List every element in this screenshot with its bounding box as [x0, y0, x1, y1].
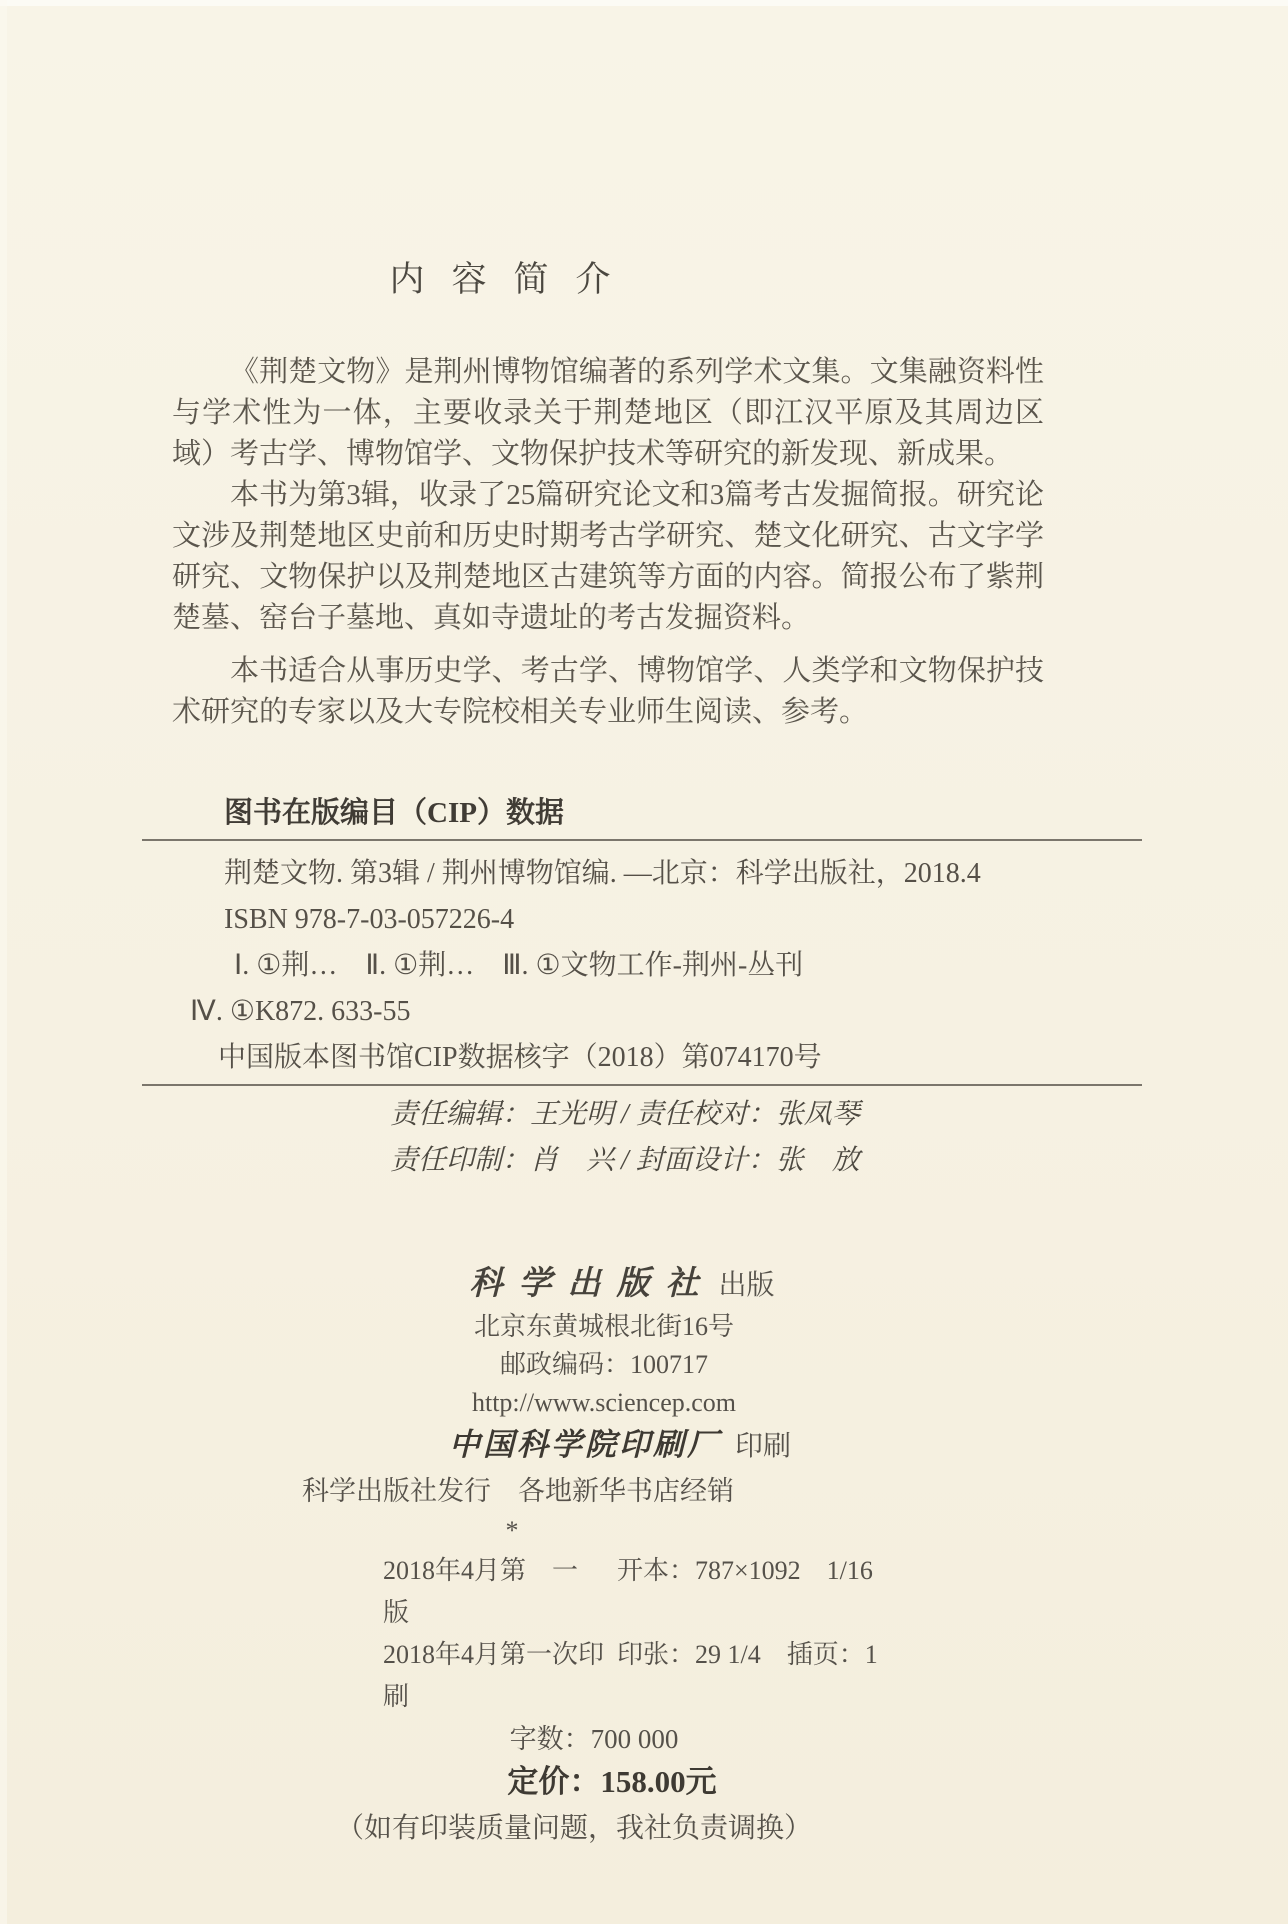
intro-paragraph-2: 本书为第3辑，收录了25篇研究论文和3篇考古发掘简报。研究论文涉及荆楚地区史前和历史时期考古学研究、楚文化研究、古文字学研究、文物保护以及荆楚地区古建筑等方面的内容。简报公布了紫荆楚墓、窑台子墓地、真如寺遗址的考古发掘资料。 [172, 479, 1044, 634]
intro-paragraphs [172, 352, 1044, 733]
credit-printing-line: 责任印制：肖 兴 / 封面设计：张 放 [390, 1145, 860, 1176]
intro-paragraph-3: 本书适合从事历史学、考古学、博物馆学、人类学和文物保护技术研究的专家以及大专院校相关专业师生阅读、参考。 [172, 655, 1044, 728]
scan-edge-top [0, 0, 1288, 6]
divider-star: * [505, 1516, 519, 1545]
word-count: 字数：700 000 [509, 1724, 679, 1754]
cip-block [142, 796, 1142, 1086]
credit-editor-line: 责任编辑：王光明 / 责任校对：张凤琴 [390, 1099, 860, 1130]
scan-edge-left [0, 0, 7, 1924]
publisher-name: 科学出版社 [469, 1266, 715, 1302]
edition-date: 2018年4月第 一 版 [383, 1556, 605, 1627]
publisher-postcode: 邮政编码：100717 [499, 1350, 708, 1379]
colophon [164, 1262, 1044, 1854]
intro-paragraph-1: 《荆楚文物》是荆州博物馆编著的系列学术文集。文集融资料性与学术性为一体，主要收录关于荆楚地区（即江汉平原及其周边区域）考古学、博物馆学、文物保护技术等研究的新发现、新成果。 [172, 356, 1044, 470]
printer-name: 中国科学院印刷厂 [448, 1427, 721, 1462]
edition-format-row [164, 1550, 1044, 1634]
printing-sheets-row [164, 1634, 1044, 1718]
publisher-address: 北京东黄城根北街16号 [473, 1312, 734, 1341]
price: 定价：158.00元 [507, 1764, 717, 1799]
distribution-line: 科学出版社发行 各地新华书店经销 [302, 1476, 734, 1506]
cip-top-rule [142, 839, 1142, 841]
cip-classification-2: Ⅳ. ①K872. 633-55 [190, 996, 411, 1027]
quality-note: （如有印装质量问题，我社负责调换） [335, 1813, 812, 1844]
cip-title-line: 荆楚文物. 第3辑 / 荆州博物馆编. —北京：科学出版社，2018.4 [224, 858, 981, 889]
staff-credits [390, 1092, 860, 1184]
format-spec: 开本：787×1092 1/16 [617, 1556, 873, 1585]
publisher-line [182, 1262, 1062, 1308]
cip-registry-number: 中国版本图书馆CIP数据核字（2018）第074170号 [218, 1042, 822, 1073]
publisher-role-label: 出版 [718, 1270, 775, 1301]
printer-line [180, 1422, 1060, 1470]
sheets-spec: 印张：29 1/4 插页：1 [617, 1640, 878, 1669]
printer-role-label: 印刷 [734, 1431, 791, 1462]
publisher-website: http://www.sciencep.com [471, 1388, 737, 1417]
printing-date: 2018年4月第一次印刷 [383, 1640, 605, 1711]
cip-isbn: ISBN 978-7-03-057226-4 [224, 904, 515, 935]
cip-classification-1: Ⅰ. ①荆… Ⅱ. ①荆… Ⅲ. ①文物工作-荆州-丛刊 [234, 950, 804, 981]
cip-header: 图书在版编目（CIP）数据 [224, 797, 564, 829]
cip-bottom-rule [142, 1084, 1142, 1086]
section-title: 内容简介 [389, 260, 638, 299]
